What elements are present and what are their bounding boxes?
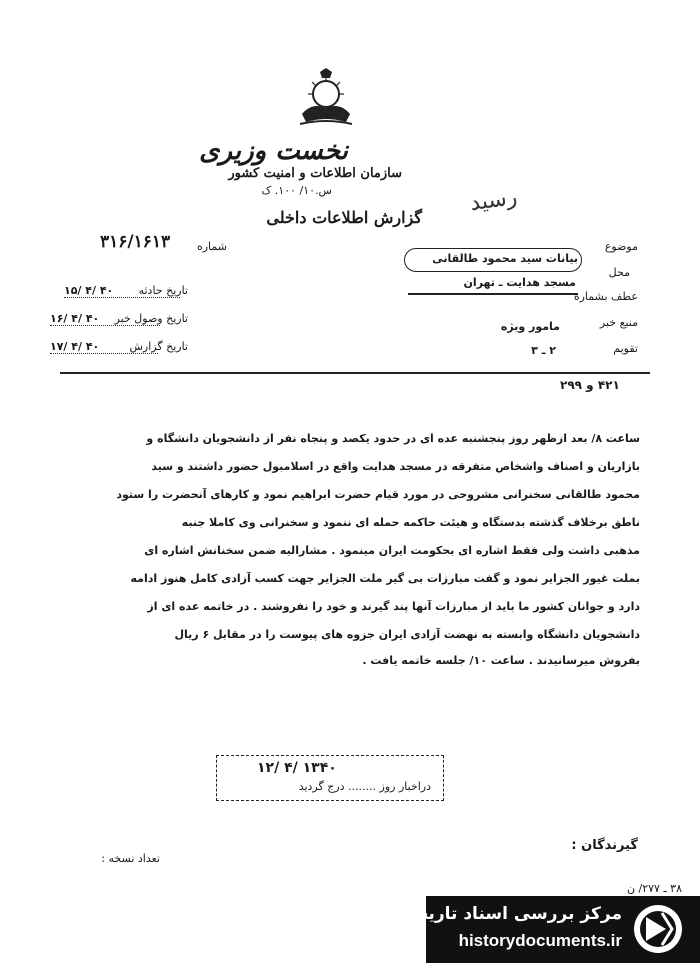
- margin-note: ۴۲۱ و ۲۹۹: [560, 378, 620, 392]
- header-divider: [60, 372, 650, 374]
- form-code-top: س.۱۰/ ۱۰۰. ک: [261, 184, 332, 197]
- place-value: مسجد هدایت ـ تهران: [463, 276, 576, 289]
- stamp-text: دراخبار روز ........ درج گردید: [298, 780, 431, 793]
- body-line-3: محمود طالقانی سخنرانی مشروحی در مورد قیام حضرت ابراهیم نمود و کارهای آنحضرت را ستود: [116, 488, 640, 501]
- publication-stamp: [216, 755, 444, 801]
- handwritten-note: رسید: [468, 184, 519, 217]
- place-label: محل: [608, 266, 630, 279]
- office-title: نخست وزیری: [199, 136, 348, 166]
- copies-label: تعداد نسخه :: [101, 852, 160, 865]
- recipients-label: گیرندگان :: [571, 838, 638, 853]
- watermark-name: مرکز بررسی اسناد تاریخی: [399, 904, 622, 924]
- source-label: منبع خبر: [599, 316, 638, 329]
- body-line-5: مذهبی داشت ولی فقط اشاره ای بحکومت ایران مینمود . مشارالیه ضمن سخنانش اشاره ای: [144, 544, 640, 557]
- source-value: مامور ویژه: [500, 320, 560, 333]
- subject-value: بیانات سید محمود طالقانی: [432, 252, 578, 265]
- body-line-1: ساعت ۸/ بعد ازظهر روز پنجشنبه عده ای در حدود یکصد و پنجاه نفر از دانشجویان دانشگاه و: [146, 432, 640, 445]
- body-line-2: بازاریان و اصناف واشخاص متفرقه در مسجد هدایت واقع در اسلامبول حضور داشتند و سید: [151, 460, 640, 473]
- body-line-8: دانشجویان دانشگاه وابسته به نهضت آزادی ایران جزوه های پیوست را در مقابل ۶ ریال: [174, 628, 640, 641]
- incident-date-label: تاریخ حادثه: [138, 284, 188, 297]
- rating-value: ۲ ـ ۳: [531, 344, 556, 357]
- report-date-value: ۱۷/ ۴/ ۴۰: [50, 340, 158, 354]
- incident-date-value: ۱۵/ ۴/ ۴۰: [64, 284, 180, 298]
- body-line-6: بملت غیور الجزایر نمود و گفت مبارزات بی گیر ملت الجزایر جهت کسب آزادی کامل هنوز ادامه: [130, 572, 640, 585]
- report-title: گزارش اطلاعات داخلی: [266, 208, 422, 227]
- organization-title: سازمان اطلاعات و امنیت کشور: [228, 166, 402, 181]
- subject-label: موضوع: [604, 240, 638, 253]
- stamp-date: ۱۲/ ۴/ ۱۳۴۰: [257, 760, 337, 776]
- number-value: ۳۱۶/۱۶۱۳: [100, 232, 171, 252]
- rating-label: تقویم: [613, 342, 638, 355]
- reference-label: عطف بشماره: [573, 290, 638, 303]
- body-line-9: بفروش میرسانیدند . ساعت ۱۰/ جلسه خاتمه یافت .: [362, 654, 640, 667]
- receive-date-value: ۱۶/ ۴/ ۴۰: [50, 312, 160, 326]
- watermark-url: historydocuments.ir: [458, 931, 622, 950]
- body-line-4: ناطق برخلاف گذشته بدستگاه و هیئت حاکمه حمله ای ننمود و سخنرانی وی کاملا جنبه: [181, 516, 640, 529]
- place-underline: [408, 293, 578, 295]
- archive-logo-icon: [632, 903, 684, 955]
- lion-and-sun-emblem-icon: [292, 68, 360, 130]
- report-date-label: تاریخ گزارش: [129, 340, 188, 353]
- number-label: شماره: [196, 240, 227, 253]
- body-line-7: دارد و جوانان کشور ما باید از مبارزات آنها پند گیرند و خود را نفروشند . در خاتمه عده ای از: [147, 600, 640, 613]
- form-code-bottom: ۳۸ ـ ۲۷۷/ ن: [626, 882, 682, 895]
- receive-date-label: تاریخ وصول خبر: [114, 312, 188, 325]
